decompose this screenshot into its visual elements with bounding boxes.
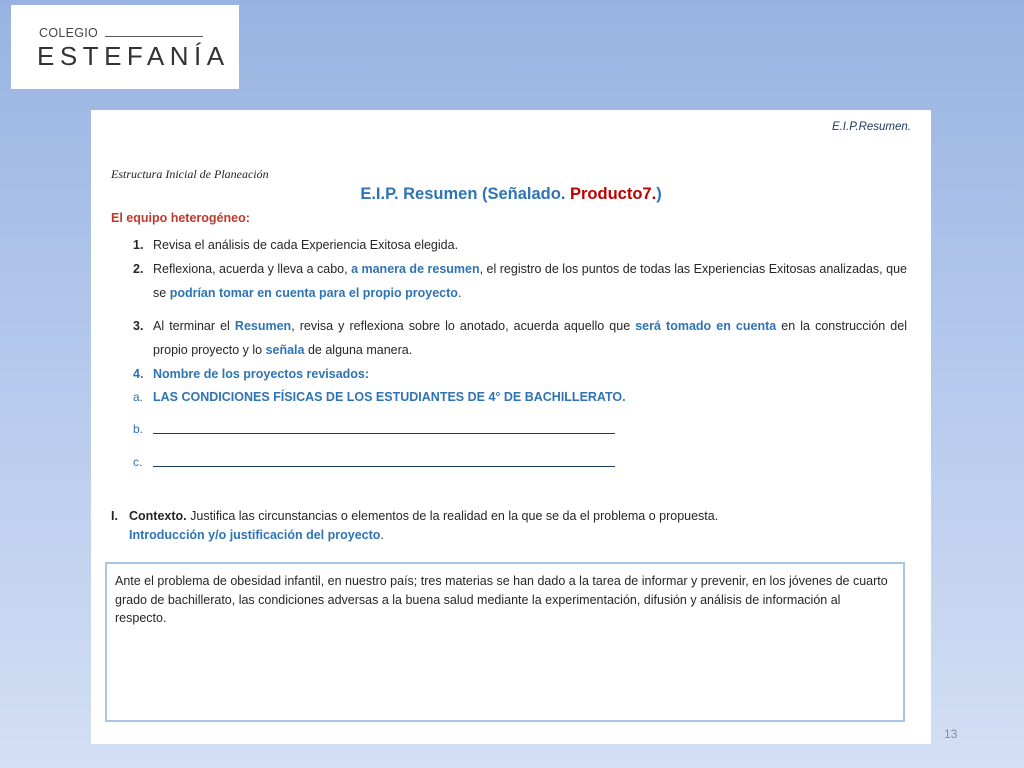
item-text-part: . <box>457 286 462 300</box>
team-label: El equipo heterogéneo: <box>111 211 250 225</box>
item-text <box>153 257 907 305</box>
context-section-heading <box>111 507 718 545</box>
logo-rule <box>105 36 203 37</box>
item-text-part: de alguna manera. <box>304 343 413 357</box>
title-part-1: E.I.P. Resumen (Señalado. <box>360 185 570 203</box>
context-text-box[interactable] <box>105 562 905 722</box>
item-text: Nombre de los proyectos revisados: <box>153 367 370 381</box>
section-title: Contexto. <box>129 509 187 523</box>
section-number: I. <box>111 509 118 523</box>
item-highlight: podrían tomar en cuenta para el propio proyecto <box>169 286 458 300</box>
section-subtitle-end: . <box>380 528 384 542</box>
title-part-3: ) <box>656 185 662 203</box>
doc-title <box>91 185 931 204</box>
item-number: 2. <box>133 262 144 276</box>
item-number: 3. <box>133 319 144 333</box>
project-blank-line <box>153 466 615 467</box>
section-text: Justifica las circunstancias o elementos de la realidad en la que se da el problema o propuesta. <box>186 509 719 523</box>
section-subtitle: Introducción y/o justificación del proyecto <box>129 528 381 542</box>
item-text <box>153 314 907 362</box>
document-page <box>91 110 931 744</box>
context-text: Ante el problema de obesidad infantil, en nuestro país; tres materias se han dado a la tarea de informar y prevenir, en los jóvenes de cuarto grado de bachillerato, las condiciones adversas a la buena salud mediante la experimentación, difusión y análisis de información al respecto. <box>115 574 888 625</box>
logo-top-text: COLEGIO <box>39 26 99 40</box>
item-text-part: Reflexiona, acuerda y lleva a cabo, <box>153 262 352 276</box>
item-text-part: , el registro de los puntos de todas las Experiencias Exitosas analizadas, que se <box>153 262 907 300</box>
item-highlight: será tomado en cuenta <box>635 319 777 333</box>
item-text: Revisa el análisis de cada Experiencia Exitosa elegida. <box>153 238 459 252</box>
logo <box>11 5 239 89</box>
item-number: 1. <box>133 238 144 252</box>
item-highlight: a manera de resumen <box>351 262 480 276</box>
item-highlight: Resumen <box>234 319 292 333</box>
doc-subtitle: Estructura Inicial de Planeación <box>111 167 269 181</box>
item-text-part: en la construcción del propio proyecto y lo <box>153 319 907 357</box>
project-name: LAS CONDICIONES FÍSICAS DE LOS ESTUDIANTES DE 4° DE BACHILLERATO. <box>153 390 626 404</box>
project-blank-line <box>153 433 615 434</box>
item-text-part: Al terminar el <box>153 319 235 333</box>
project-letter: c. <box>133 455 143 469</box>
project-letter: a. <box>133 390 144 404</box>
item-highlight: señala <box>265 343 305 357</box>
doc-header: E.I.P.Resumen. <box>831 121 911 133</box>
title-part-2: Producto7. <box>570 185 657 203</box>
project-letter: b. <box>133 422 144 436</box>
logo-main-text: ESTEFANÍA <box>37 41 230 71</box>
item-number: 4. <box>133 367 144 381</box>
item-text-part: , revisa y reflexiona sobre lo anotado, acuerda aquello que <box>291 319 636 333</box>
page-number: 13 <box>944 727 958 741</box>
